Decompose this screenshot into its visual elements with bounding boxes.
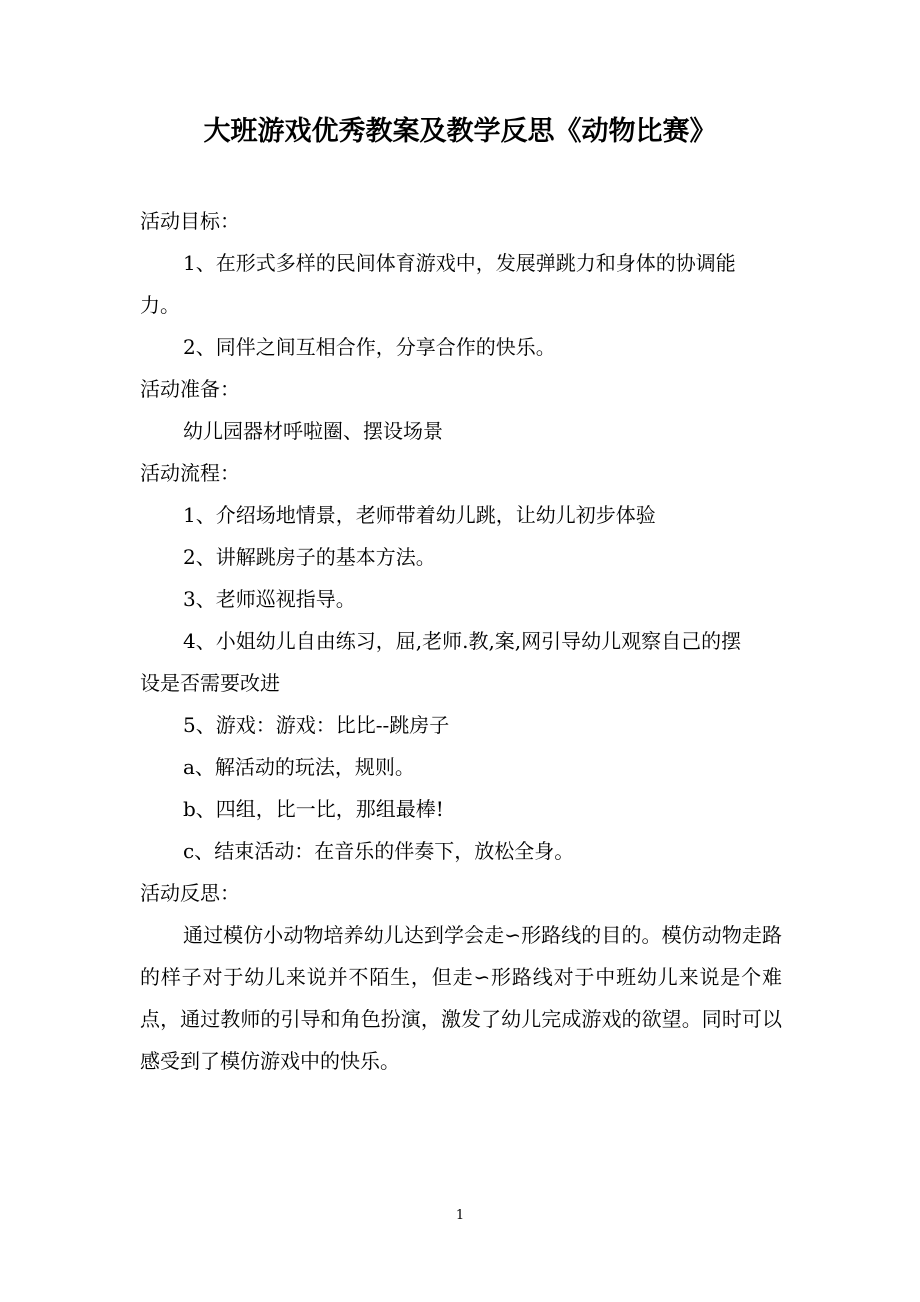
prep-heading: 活动准备： <box>140 377 240 401</box>
reflect-heading: 活动反思： <box>140 881 240 905</box>
flow-item-4: 4、小姐幼儿自由练习，屈,老师.教,案,网引导幼儿观察自己的摆 <box>183 629 742 653</box>
flow-item-2: 2、讲解跳房子的基本方法。 <box>183 545 436 569</box>
reflect-paragraph: 通过模仿小动物培养幼儿达到学会走∽形路线的目的。模仿动物走路的样子对于幼儿来说并不陌生，但走∽形路线对于中班幼儿来说是个难点，通过教师的引导和角色扮演，激发了幼儿完成游戏的欲望。同时可以感受到了模仿游戏中的快乐。 <box>140 923 782 1073</box>
prep-item-1: 幼儿园器材呼啦圈、摆设场景 <box>183 419 443 443</box>
goal-item-1: 1、在形式多样的民间体育游戏中，发展弹跳力和身体的协调能 <box>183 251 736 275</box>
page-number: 1 <box>455 1208 465 1223</box>
goal-item-1-cont: 力。 <box>140 293 180 317</box>
flow-item-3: 3、老师巡视指导。 <box>183 587 356 611</box>
document-title: 大班游戏优秀教案及教学反思《动物比赛》 <box>203 116 717 147</box>
flow-item-1: 1、介绍场地情景，老师带着幼儿跳，让幼儿初步体验 <box>183 503 656 527</box>
flow-item-b: b、四组，比一比，那组最棒! <box>183 797 444 821</box>
goal-item-2: 2、同伴之间互相合作，分享合作的快乐。 <box>183 335 556 359</box>
flow-item-5: 5、游戏：游戏：比比--跳房子 <box>183 713 450 737</box>
goal-heading: 活动目标： <box>140 209 240 233</box>
flow-item-4-cont: 设是否需要改进 <box>140 671 280 695</box>
document-body <box>140 200 782 1082</box>
flow-heading: 活动流程： <box>140 461 240 485</box>
flow-item-a: a、解活动的玩法，规则。 <box>183 755 415 779</box>
flow-item-c: c、结束活动：在音乐的伴奏下，放松全身。 <box>183 839 575 863</box>
